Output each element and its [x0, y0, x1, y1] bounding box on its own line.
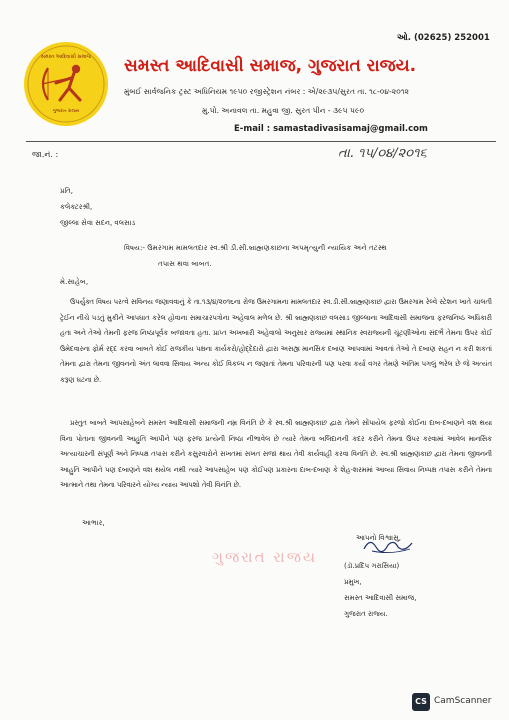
body-paragraph-1: ઉપર્યુક્ત વિષય પરત્વે સવિનય જણાવવાનું કે તા.૧૩/૪/૨૦૧૬ના રોજ ઉમરગામના મામલતદાર સ્વ.ડી.સી.બ્રાહ્મણકાછ દ્વારા ઉમરગામ રેલ્વે સ્ટેશન ખાતે ચાલતી ટ્રેઈન નીચે પડતું મુકીને આપઘાત કરેલ હોવાના સમાચારપત્રોના અહેવાલ મળેલ છે. શ્રી બ્રાહ્મણકાછ વલસાડ જીલ્લાના આદિવાસી સમાજના ફરજનિષ્ઠ અધિકારી હતા અને તેઓ તેમની ફરજ નિષ્ઠાપૂર્વક બજાવતા હતા. પ્રાપ્ત અખબારી અહેવાલો અનુસાર રાજ્યમાં સ્થાનિક સ્વરાજ્યની ચૂંટણીઓના સંદર્ભે તેમના ઉપર કોઈ ઉમેદવારના ફોર્મ રદ્દ કરવા બાબતે કોઈ રાજકીય પક્ષના કાર્યકરો/હોદ્દેદારો દ્વારા અસહ્ય માનસિક દબાણ આપવામાં આવતાં તેઓ તે દબાણ સહન ન કરી શકતાં તેમના દ્વારા તેમના જીવનનો અંત લાવવા સિવાય અન્ય કોઈ વિકલ્પ ન જણાતાં તેમના પરિવારની પણ પરવા કર્યા વગર તેમણે અંતિમ પગલું ભરેલ છે જે અત્યંત કરૂણ ઘટના છે.	[60, 298, 492, 384]
salutation: મે.સાહેબ,	[60, 277, 89, 286]
to-line-1: કલેક્ટરશ્રી,	[60, 203, 93, 211]
signer-state: ગુજરાત રાજ્ય.	[344, 610, 388, 618]
thanks-line: આભાર,	[82, 518, 105, 527]
recipient-block	[60, 183, 135, 231]
watermark-text: ગુજરાત રાજય	[212, 548, 318, 566]
camscanner-label: CamScanner	[434, 696, 492, 706]
registration-line: મુંબઈ સાર્વજનિક ટ્રસ્ટ અધિનિયમ ૧૯૫૦ રજીસ્ટ્રેશન નંબર : એ/૨૯૩૫/સુરત તા. ૧૮-૦૪-૨૦૧૨	[124, 87, 410, 96]
signer-title: પ્રમુખ,	[344, 578, 362, 586]
email-line	[234, 124, 428, 134]
letter-date: તા. ૧૫/૦૪/૨૦૧૬	[338, 146, 427, 161]
signer-name: (ડૉ.પ્રદિપ ગરાસિયા)	[344, 562, 400, 570]
subject-line-2: તપાસ થવા બાબત.	[158, 259, 212, 268]
camscanner-icon: CS	[412, 693, 430, 711]
address-line: મુ.પો. અનાવલ તા. મહુવા જી. સુરત પીન - ૩૯૫ ૫૯૦	[202, 106, 365, 115]
logo-text-top: સમસ્ત આદિવાસી સમાજ	[40, 54, 92, 60]
camscanner-badge	[412, 693, 504, 711]
email-link[interactable]: samastadivasisamaj@gmail.com	[273, 124, 428, 134]
closing-line: આપનો વિશ્વાસુ,	[356, 534, 402, 542]
reference-label: જા.નં. :	[32, 150, 59, 159]
phone-number: ઓ. (02625) 252001	[397, 33, 490, 43]
subject-line-1: વિષય:- ઉમરગામ મામલતદાર સ્વ.શ્રી ડી.સી.બ્રાહ્મણકાછના અપમૃત્યુની ન્યાયિક અને તટસ્થ	[124, 243, 387, 252]
header-divider	[26, 141, 496, 142]
subject-block	[124, 240, 387, 272]
to-line-2: જીલ્લા સેવા સદન, વલસાડ	[60, 219, 136, 227]
org-logo	[24, 42, 108, 126]
body-paragraph-2: પ્રસ્તુત બાબતે આપસાહેબને સમસ્ત આદિવાસી સમાજની નમ્ર વિનંતિ છે કે સ્વ.શ્રી બ્રાહ્મણકાછ દ્વારા તેમને સોંપાયેલ ફરજો કોઈના દાબ-દબાણને વશ થયા વિના પોતાના જીવનની આહુતિ આપીને પણ ફરજ પ્રત્યેની નિષ્ઠા નીભાવેલ છે ત્યારે તેમના બલિદાનની કદર કરીને તેમના ઉપર કરવામાં આવેલ માનસિક અત્યાચારની સંપૂર્ણ અને નિષ્પક્ષ તપાસ કરીને કસુરવારોને સખતમાં સખત સજા થાય તેવી કાર્યવાહી કરવા વિનંતિ છે. સ્વ.શ્રી બ્રાહ્મણકાછ દ્વારા તેમના જીવનની આહુતિ આપીને પણ દબાણને વશ થયેલ નથી ત્યારે આપસાહેબ પણ કોઈપણ પ્રકારના દાબ-દબાણ કે શેહ-શરમમાં આવ્યા સિવાય નિષ્પક્ષ તપાસ કરીને તેમના આત્માને તથા તેમના પરિવારને યોગ્ય ન્યાય આપશો તેવી વિનંતિ છે.	[60, 419, 492, 490]
to-label: પ્રતિ,	[60, 187, 73, 195]
logo-text-bottom: ગુજરાત રાજ્ય	[52, 109, 80, 114]
org-title: સમસ્ત આદિવાસી સમાજ, ગુજરાત રાજય.	[124, 56, 417, 76]
handwritten-signature	[360, 533, 420, 557]
signer-org: સમસ્ત આદિવાસી સમાજ,	[344, 594, 417, 602]
email-label: E-mail :	[234, 124, 271, 134]
